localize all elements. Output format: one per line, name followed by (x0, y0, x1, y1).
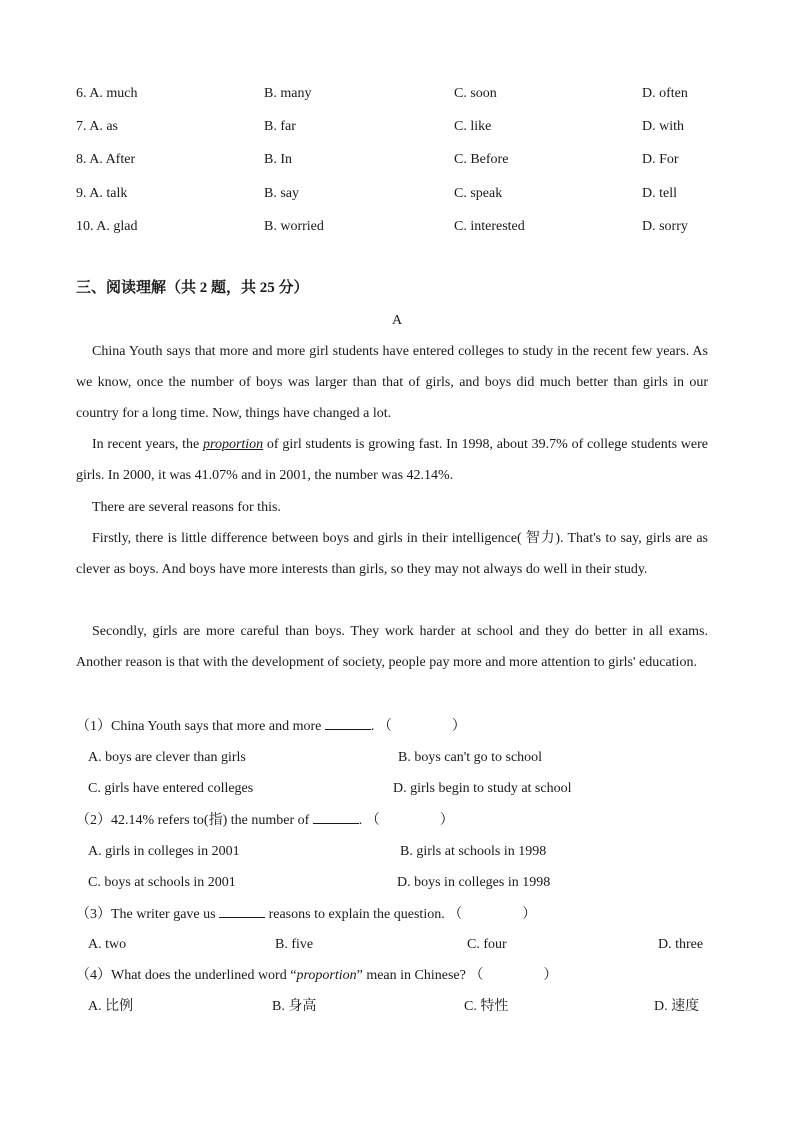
option-c: C. interested (454, 219, 525, 234)
stem-text: . （ (358, 813, 380, 828)
option-row-10 (76, 218, 137, 236)
option-b: B. In (264, 152, 292, 167)
option-row-6 (76, 85, 137, 103)
question-1-stem (76, 717, 466, 736)
question-2-option-b: B. girls at schools in 1998 (400, 844, 547, 859)
stem-text: （4）What does the underlined word “ (76, 968, 297, 983)
question-4-option-d: D. 速度 (654, 999, 700, 1014)
option-d: D. with (642, 119, 684, 134)
option-c: C. soon (454, 86, 497, 101)
option-row-7 (76, 118, 118, 136)
option-b: B. far (264, 119, 296, 134)
option-d: D. tell (642, 186, 677, 201)
paragraph-text: of girl students is growing fast. In 1998, about 39.7% of college students were girls. In 2000, it was 41.07% and in 2001, the number was 42.14%. (76, 437, 709, 483)
question-2-option-a: A. girls in colleges in 2001 (88, 844, 240, 859)
passage-paragraph-4: Firstly, there is little difference between boys and girls in their intelligence( 智力). That's to say, girls are as clever as boys. And boys have more interests than girls, so they may not always do well in their study. (76, 531, 708, 577)
question-1-option-b: B. boys can't go to school (398, 750, 543, 765)
option-d: D. often (642, 86, 688, 101)
option-a: A. glad (96, 219, 138, 234)
option-a: A. as (89, 119, 119, 134)
option-d: D. sorry (642, 219, 688, 234)
stem-text: ” mean in Chinese? （ (356, 968, 484, 983)
option-b: B. say (264, 186, 299, 201)
question-4-stem (76, 967, 557, 985)
option-c: C. like (454, 119, 492, 134)
question-4-option-c: C. 特性 (464, 999, 509, 1014)
stem-word: proportion (296, 968, 357, 983)
stem-text: （2）42.14% refers to(指) the number of (76, 813, 313, 828)
question-3-option-a: A. two (88, 937, 127, 952)
question-number: 10. (76, 219, 94, 234)
option-row-8 (76, 151, 135, 169)
option-c: C. Before (454, 152, 509, 167)
option-a: A. talk (89, 186, 128, 201)
passage-paragraph-2 (76, 429, 708, 491)
question-1-option-a: A. boys are clever than girls (88, 750, 246, 765)
question-1-option-c: C. girls have entered colleges (88, 781, 254, 796)
passage-label: A (391, 313, 403, 328)
passage-paragraph-5: Secondly, girls are more careful than boys. They work harder at school and they do better in all exams. Another reason is that with the development of society, people pay more and more attention to girls' education. (76, 624, 708, 670)
question-2-stem (76, 811, 454, 830)
question-3-option-c: C. four (467, 937, 507, 952)
paragraph-text: In recent years, the (92, 437, 204, 452)
option-a: A. After (89, 152, 136, 167)
question-number: 7. (76, 119, 87, 134)
option-b: B. many (264, 86, 312, 101)
question-3-stem (76, 905, 536, 924)
stem-text: ） (522, 907, 537, 922)
passage-paragraph-1: China Youth says that more and more girl students have entered colleges to study in the recent few years. As we know, once the number of boys was larger than that of girls, and boys did much better than girls in our country for a long time. Now, things have changed a lot. (76, 344, 708, 421)
passage-paragraph-3: There are several reasons for this. (92, 500, 281, 515)
stem-text: ） (543, 968, 558, 983)
stem-text: reasons to explain the question. （ (265, 907, 463, 922)
option-row-9 (76, 185, 127, 203)
question-3-option-d: D. three (658, 937, 704, 952)
question-2-option-c: C. boys at schools in 2001 (88, 875, 236, 890)
question-3-option-b: B. five (275, 937, 314, 952)
answer-blank (313, 811, 359, 824)
question-number: 6. (76, 86, 87, 101)
underlined-word: proportion (203, 437, 264, 452)
option-d: D. For (642, 152, 679, 167)
answer-blank (325, 717, 371, 730)
stem-text: （1）China Youth says that more and more (76, 719, 325, 734)
question-number: 8. (76, 152, 87, 167)
stem-text: . （ (370, 719, 392, 734)
section-title: 三、阅读理解（共 2 题，共 25 分） (76, 280, 309, 296)
question-4-option-b: B. 身高 (272, 999, 317, 1014)
question-1-option-d: D. girls begin to study at school (393, 781, 572, 796)
option-c: C. speak (454, 186, 503, 201)
question-2-option-d: D. boys in colleges in 1998 (397, 875, 551, 890)
stem-text: （3）The writer gave us (76, 907, 220, 922)
option-b: B. worried (264, 219, 324, 234)
stem-text: ） (439, 813, 454, 828)
question-number: 9. (76, 186, 87, 201)
question-4-option-a: A. 比例 (88, 999, 134, 1014)
stem-text: ） (451, 719, 466, 734)
answer-blank (219, 905, 265, 918)
option-a: A. much (89, 86, 138, 101)
